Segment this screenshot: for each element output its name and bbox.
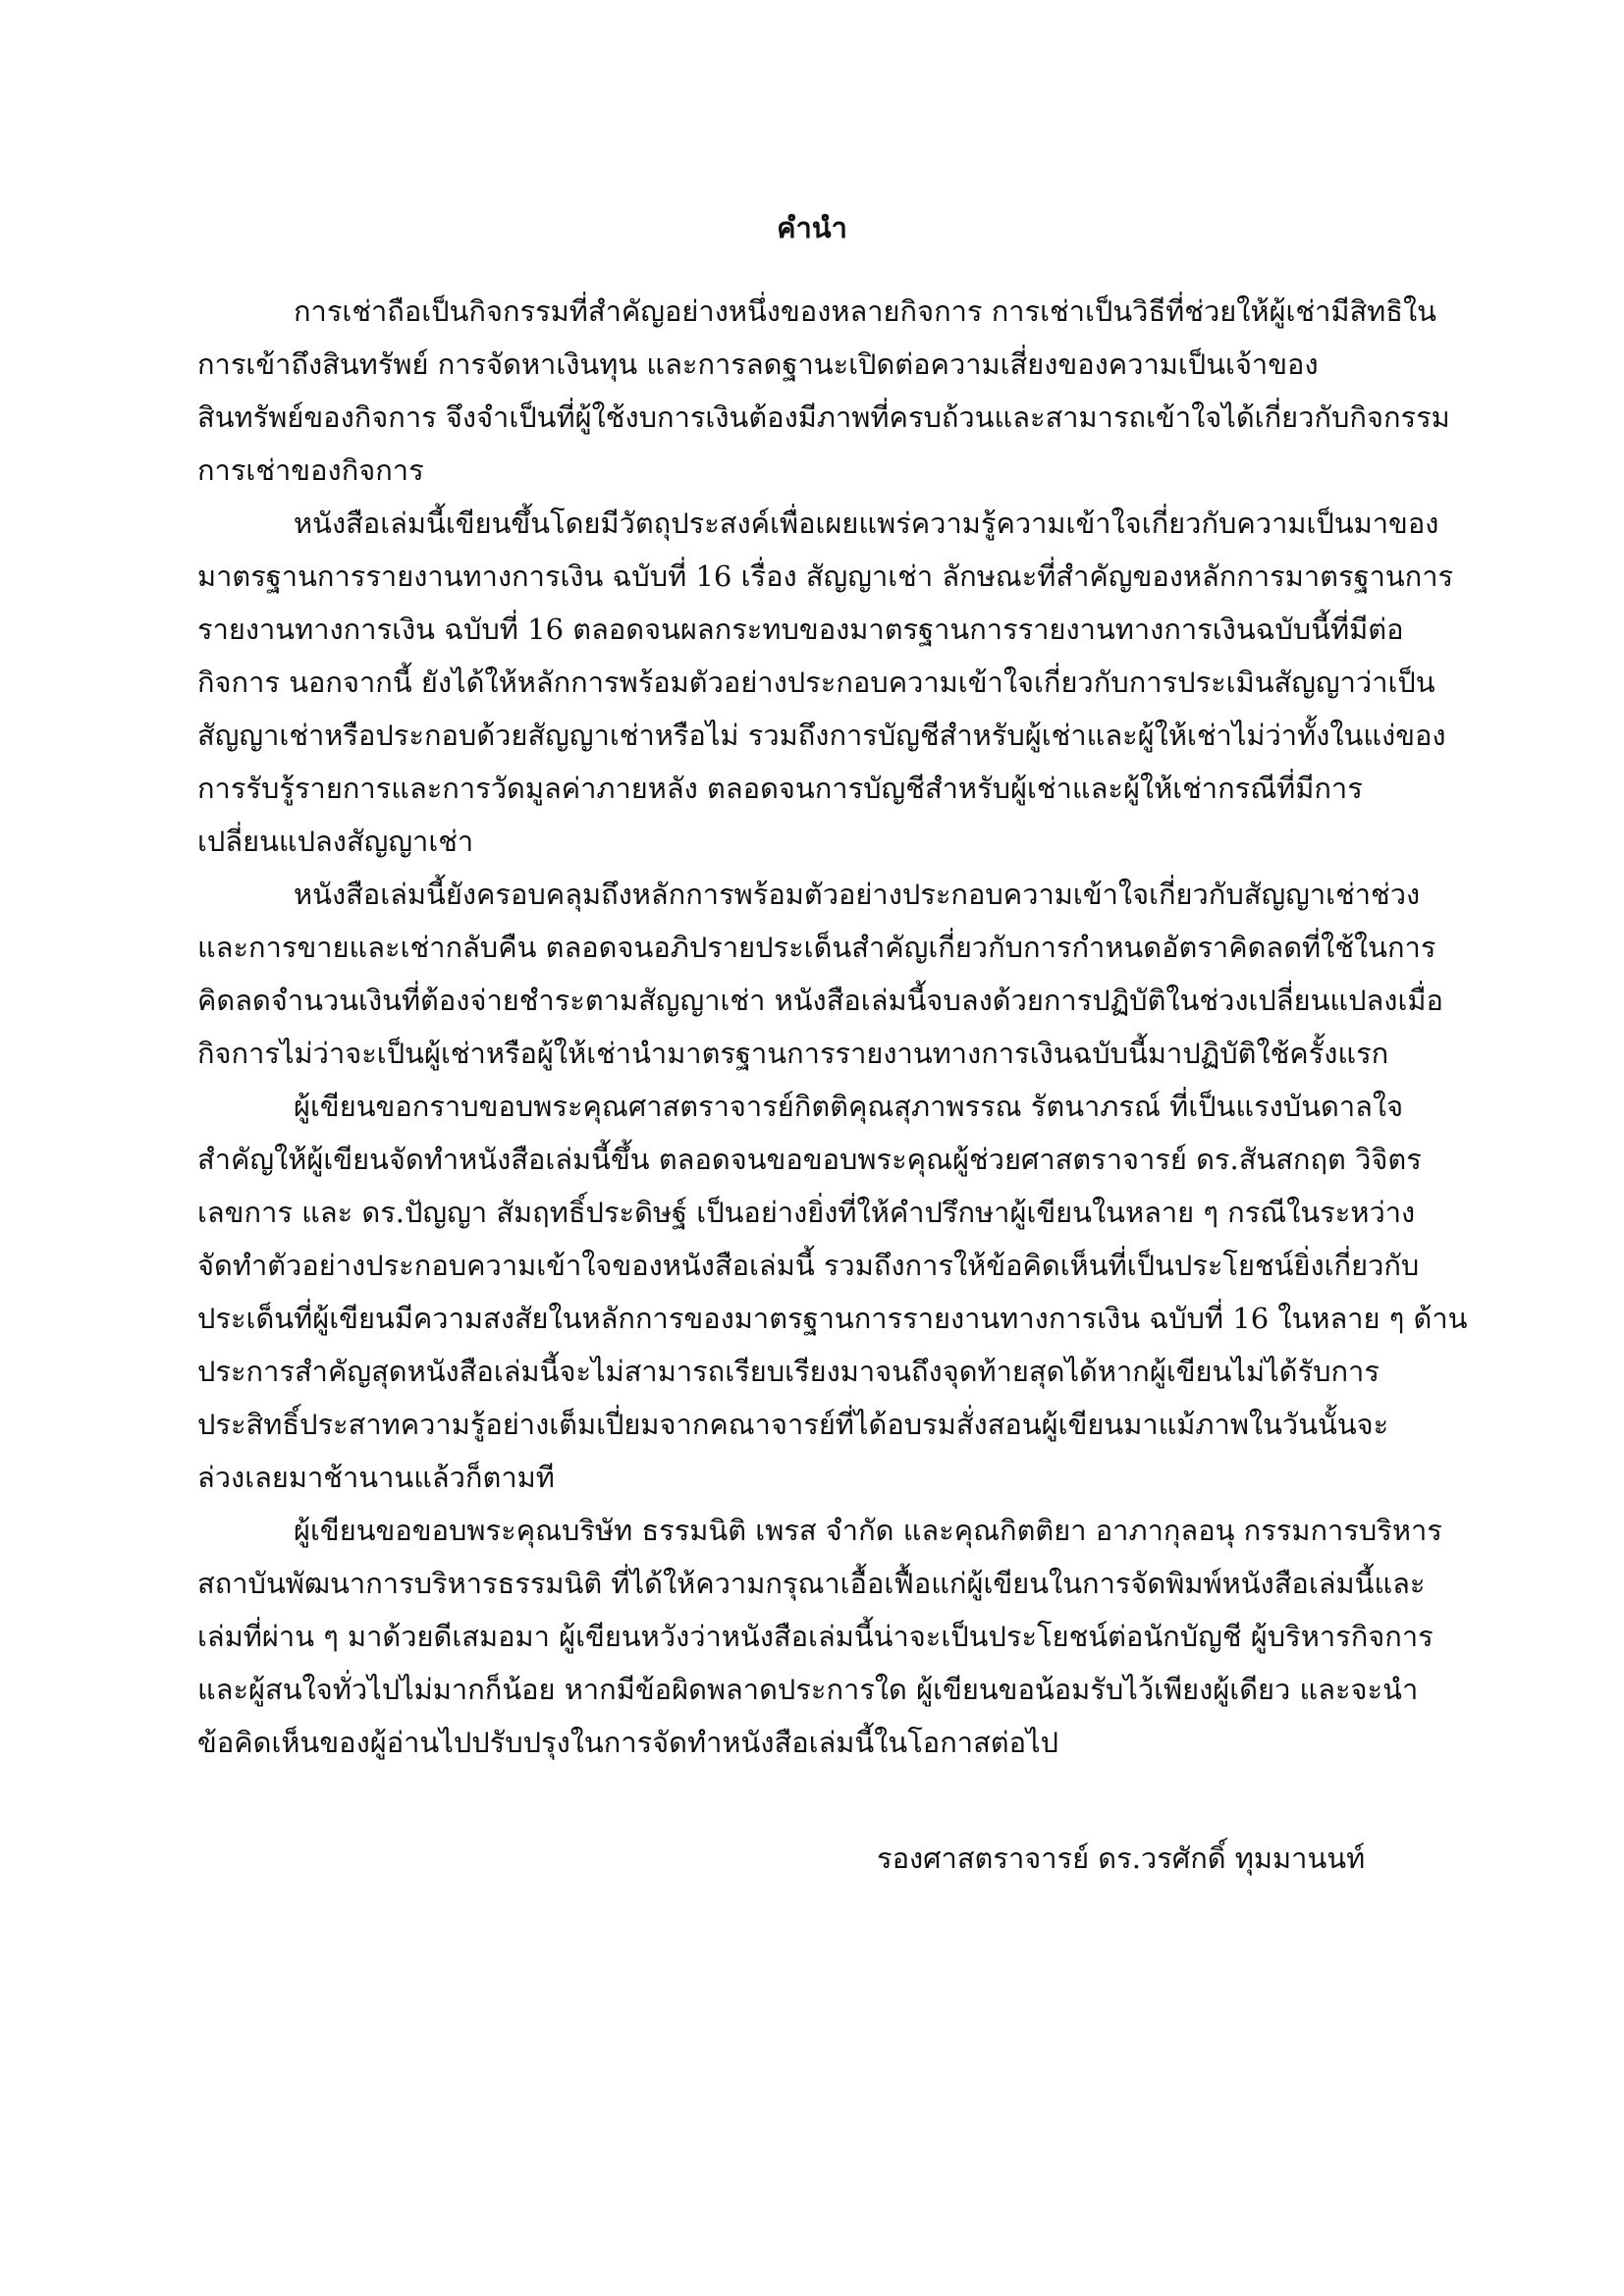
paragraph-5-line-2: สถาบันพัฒนาการบริหารธรรมนิติ ที่ได้ให้ความกรุณาเอื้อเฟื้อแก่ผู้เขียนในการจัดพิมพ์หนังสือเล่มนี้และ	[197, 1567, 1426, 1600]
paragraph-4-line-6: ประการสำคัญสุดหนังสือเล่มนี้จะไม่สามารถเรียบเรียงมาจนถึงจุดท้ายสุดได้หากผู้เขียนไม่ได้รับการ	[197, 1355, 1380, 1388]
paragraph-2-line-1: หนังสือเล่มนี้เขียนขึ้นโดยมีวัตถุประสงค์เพื่อเผยแพร่ความรู้ความเข้าใจเกี่ยวกับความเป็นมาของ	[294, 507, 1439, 540]
paragraph-1-line-3: สินทรัพย์ของกิจการ จึงจำเป็นที่ผู้ใช้งบการเงินต้องมีภาพที่ครบถ้วนและสามารถเข้าใจได้เกี่ยวกับกิจกรรม	[197, 400, 1450, 434]
paragraph-4-line-8: ล่วงเลยมาช้านานแล้วก็ตามที	[197, 1461, 555, 1494]
paragraph-2-line-3: รายงานทางการเงิน ฉบับที่ 16 ตลอดจนผลกระทบของมาตรฐานการรายงานทางการเงินฉบับนี้ที่มีต่อ	[197, 613, 1404, 646]
paragraph-5-line-1: ผู้เขียนขอขอบพระคุณบริษัท ธรรมนิติ เพรส จำกัด และคุณกิตติยา อาภากุลอนุ กรรมการบริหาร	[294, 1514, 1442, 1547]
paragraph-4-line-3: เลขการ และ ดร.ปัญญา สัมฤทธิ์ประดิษฐ์ เป็นอย่างยิ่งที่ให้คำปรึกษาผู้เขียนในหลาย ๆ กรณีในระหว่าง	[197, 1196, 1416, 1229]
paragraph-3-line-3: คิดลดจำนวนเงินที่ต้องจ่ายชำระตามสัญญาเช่า หนังสือเล่มนี้จบลงด้วยการปฏิบัติในช่วงเปลี่ยนแปลงเมื่อ	[197, 984, 1443, 1017]
paragraph-5-line-3: เล่มที่ผ่าน ๆ มาด้วยดีเสมอมา ผู้เขียนหวังว่าหนังสือเล่มนี้น่าจะเป็นประโยชน์ต่อนักบัญชี ผู้บริหารกิจการ	[197, 1620, 1434, 1653]
paragraph-2-line-6: การรับรู้รายการและการวัดมูลค่าภายหลัง ตลอดจนการบัญชีสำหรับผู้เช่าและผู้ให้เช่ากรณีที่มีการ	[197, 772, 1363, 805]
paragraph-5-line-4: และผู้สนใจทั่วไปไม่มากก็น้อย หากมีข้อผิดพลาดประการใด ผู้เขียนขอน้อมรับไว้เพียงผู้เดียว และจะนำ	[197, 1673, 1419, 1706]
paragraph-4-line-4: จัดทำตัวอย่างประกอบความเข้าใจของหนังสือเล่มนี้ รวมถึงการให้ข้อคิดเห็นที่เป็นประโยชน์ยิ่งเกี่ยวกับ	[197, 1249, 1420, 1282]
paragraph-4-line-1: ผู้เขียนขอกราบขอบพระคุณศาสตราจารย์กิตติคุณสุภาพรรณ รัตนาภรณ์ ที่เป็นแรงบันดาลใจ	[294, 1090, 1404, 1123]
paragraph-2-line-5: สัญญาเช่าหรือประกอบด้วยสัญญาเช่าหรือไม่ รวมถึงการบัญชีสำหรับผู้เช่าและผู้ให้เช่าไม่ว่าทั้งในแง่ของ	[197, 719, 1446, 752]
page-title: คำนำ	[777, 211, 847, 244]
paragraph-1-line-2: การเข้าถึงสินทรัพย์ การจัดหาเงินทุน และการลดฐานะเปิดต่อความเสี่ยงของความเป็นเจ้าของ	[197, 347, 1319, 381]
paragraph-3-line-2: และการขายและเช่ากลับคืน ตลอดจนอภิปรายประเด็นสำคัญเกี่ยวกับการกำหนดอัตราคิดลดที่ใช้ในการ	[197, 931, 1436, 964]
paragraph-1-line-4: การเช่าของกิจการ	[197, 454, 424, 487]
paragraph-3-line-4: กิจการไม่ว่าจะเป็นผู้เช่าหรือผู้ให้เช่านำมาตรฐานการรายงานทางการเงินฉบับนี้มาปฏิบัติใช้ครั้งแรก	[197, 1037, 1389, 1070]
paragraph-5-line-5: ข้อคิดเห็นของผู้อ่านไปปรับปรุงในการจัดทำหนังสือเล่มนี้ในโอกาสต่อไป	[197, 1726, 1059, 1759]
paragraph-4-line-7: ประสิทธิ์ประสาทความรู้อย่างเต็มเปี่ยมจากคณาจารย์ที่ได้อบรมสั่งสอนผู้เขียนมาแม้ภาพในวันนั้นจะ	[197, 1408, 1389, 1441]
paragraph-3-line-1: หนังสือเล่มนี้ยังครอบคลุมถึงหลักการพร้อมตัวอย่างประกอบความเข้าใจเกี่ยวกับสัญญาเช่าช่วง	[294, 878, 1421, 911]
paragraph-2-line-2: มาตรฐานการรายงานทางการเงิน ฉบับที่ 16 เรื่อง สัญญาเช่า ลักษณะที่สำคัญของหลักการมาตรฐานการ	[197, 560, 1454, 593]
paragraph-2-line-7: เปลี่ยนแปลงสัญญาเช่า	[197, 825, 474, 858]
paragraph-4-line-2: สำคัญให้ผู้เขียนจัดทำหนังสือเล่มนี้ขึ้น ตลอดจนขอขอบพระคุณผู้ช่วยศาสตราจารย์ ดร.สันสกฤต วิจิตร	[197, 1143, 1422, 1176]
paragraph-2-line-4: กิจการ นอกจากนี้ ยังได้ให้หลักการพร้อมตัวอย่างประกอบความเข้าใจเกี่ยวกับการประเมินสัญญาว่าเป็น	[197, 666, 1435, 699]
paragraph-4-line-5: ประเด็นที่ผู้เขียนมีความสงสัยในหลักการของมาตรฐานการรายงานทางการเงิน ฉบับที่ 16 ในหลาย ๆ ด้าน	[197, 1302, 1468, 1335]
paragraph-1-line-1: การเช่าถือเป็นกิจกรรมที่สำคัญอย่างหนึ่งของหลายกิจการ การเช่าเป็นวิธีที่ช่วยให้ผู้เช่ามีสิทธิใน	[294, 294, 1436, 328]
author-signature: รองศาสตราจารย์ ดร.วรศักดิ์ ทุมมานนท์	[877, 1842, 1366, 1875]
